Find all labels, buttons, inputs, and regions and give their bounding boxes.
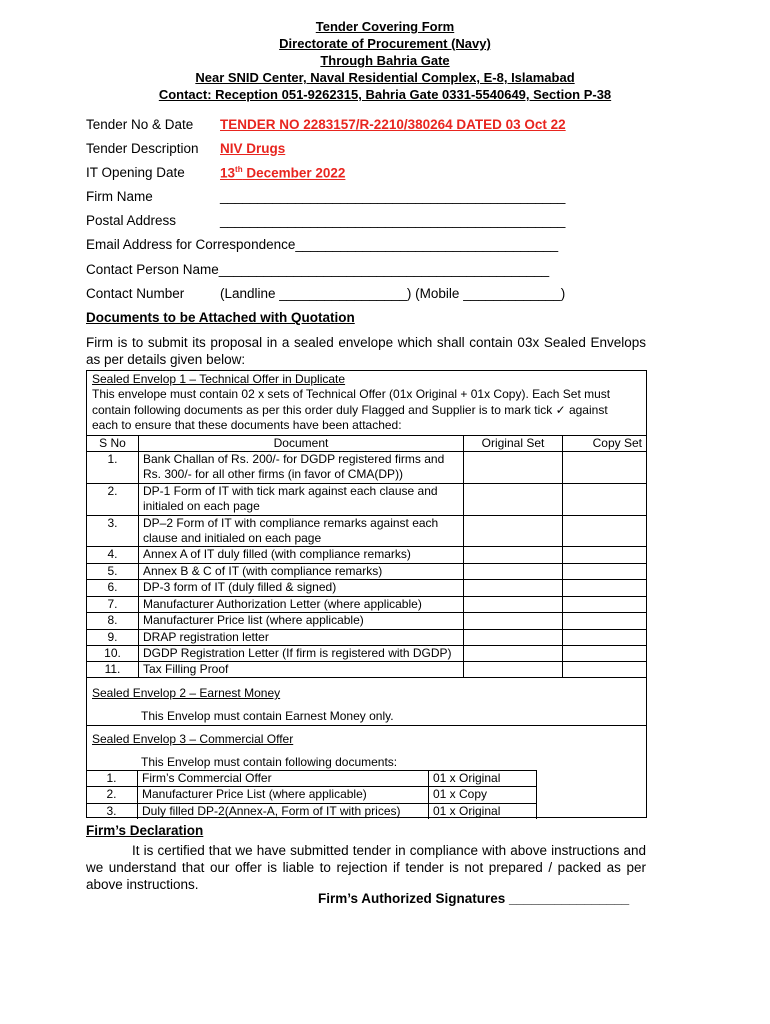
table-row: 8. Manufacturer Price list (where applicable) <box>87 613 646 629</box>
copy-check-cell[interactable] <box>563 645 647 661</box>
original-check-cell[interactable] <box>464 515 563 547</box>
table-row: 3. Duly filled DP-2(Annex-A, Form of IT with prices) 01 x Original <box>86 803 537 819</box>
envelop-3-box <box>86 725 647 818</box>
table-row: 2. DP-1 Form of IT with tick mark against each clause and initialed on each page <box>87 483 646 515</box>
contact-number-field[interactable]: (Landline _________________) (Mobile _____________) <box>220 286 566 301</box>
envelop-3-title: Sealed Envelop 3 – Commercial Offer <box>92 732 294 746</box>
directorate-line: Directorate of Procurement (Navy) <box>279 36 491 51</box>
table-row: 6. DP-3 form of IT (duly filled & signed) <box>87 580 646 596</box>
original-check-cell[interactable] <box>464 452 563 484</box>
col-copy-set: Copy Set <box>563 435 647 451</box>
col-document: Document <box>139 435 464 451</box>
copy-check-cell[interactable] <box>563 662 647 678</box>
copy-check-cell[interactable] <box>563 515 647 547</box>
original-check-cell[interactable] <box>464 629 563 645</box>
signature-line[interactable]: Firm’s Authorized Signatures ________________ <box>318 891 630 906</box>
opening-date-label: IT Opening Date <box>86 165 185 180</box>
envelop-2-text: This Envelop must contain Earnest Money only. <box>141 709 394 723</box>
form-title: Tender Covering Form <box>315 19 455 34</box>
table-row: 7. Manufacturer Authorization Letter (where applicable) <box>87 596 646 612</box>
table-row: 1. Firm’s Commercial Offer 01 x Original <box>86 771 537 787</box>
opening-date-value: 13th December 2022 <box>220 165 346 181</box>
tender-desc-label: Tender Description <box>86 141 199 156</box>
contact-number-label: Contact Number <box>86 286 185 301</box>
copy-check-cell[interactable] <box>563 483 647 515</box>
copy-check-cell[interactable] <box>563 563 647 579</box>
contact-person-field[interactable]: Contact Person Name____________________________________________ <box>86 262 550 277</box>
envelop-2-title: Sealed Envelop 2 – Earnest Money <box>92 686 281 700</box>
envelop-1-title: Sealed Envelop 1 – Technical Offer in Duplicate <box>92 372 346 386</box>
original-check-cell[interactable] <box>464 547 563 563</box>
commercial-docs-table <box>86 770 537 819</box>
declaration-text: It is certified that we have submitted tender in compliance with above instructions and we understand that our offer is liable to rejection if tender is not prepared / packed as per above instructions. <box>86 843 646 892</box>
original-check-cell[interactable] <box>464 613 563 629</box>
copy-check-cell[interactable] <box>563 547 647 563</box>
gate-line: Through Bahria Gate <box>320 53 450 68</box>
envelop-3-text: This Envelop must contain following documents: <box>141 755 398 769</box>
original-check-cell[interactable] <box>464 645 563 661</box>
envelop-1-box <box>86 370 647 678</box>
envelop-1-text-1: This envelope must contain 02 x sets of Technical Offer (01x Original + 01x Copy). Each Set must <box>92 387 611 402</box>
col-original-set: Original Set <box>464 435 563 451</box>
table-row: 10. DGDP Registration Letter (If firm is registered with DGDP) <box>87 645 646 661</box>
original-check-cell[interactable] <box>464 596 563 612</box>
postal-address-field[interactable]: ______________________________________________ <box>220 213 566 228</box>
table-row: 11. Tax Filling Proof <box>87 662 646 678</box>
postal-address-label: Postal Address <box>86 213 177 228</box>
email-field[interactable]: Email Address for Correspondence___________________________________ <box>86 237 559 252</box>
table-header-row <box>87 435 646 451</box>
table-row: 4. Annex A of IT duly filled (with compliance remarks) <box>87 547 646 563</box>
tender-no-value: TENDER NO 2283157/R-2210/380264 DATED 03 Oct 22 <box>220 117 566 132</box>
original-check-cell[interactable] <box>464 580 563 596</box>
table-row: 5. Annex B & C of IT (with compliance remarks) <box>87 563 646 579</box>
table-row: 2. Manufacturer Price List (where applicable) 01 x Copy <box>86 787 537 803</box>
copy-check-cell[interactable] <box>563 613 647 629</box>
envelop-2-box <box>86 677 647 726</box>
table-row: 1. Bank Challan of Rs. 200/- for DGDP registered firms and Rs. 300/- for all other firms (in favor of CMA(DP)) <box>87 452 646 484</box>
table-row: 3. DP–2 Form of IT with compliance remarks against each clause and initialed on each page <box>87 515 646 547</box>
firm-name-label: Firm Name <box>86 189 153 204</box>
documents-heading: Documents to be Attached with Quotation <box>86 310 355 325</box>
original-check-cell[interactable] <box>464 483 563 515</box>
declaration-heading: Firm’s Declaration <box>86 823 204 838</box>
table-row: 9. DRAP registration letter <box>87 629 646 645</box>
copy-check-cell[interactable] <box>563 629 647 645</box>
original-check-cell[interactable] <box>464 563 563 579</box>
copy-check-cell[interactable] <box>563 596 647 612</box>
original-check-cell[interactable] <box>464 662 563 678</box>
envelop-1-text-3: each to ensure that these documents have been attached: <box>92 418 402 433</box>
col-sno: S No <box>87 435 139 451</box>
form-header <box>0 18 770 103</box>
copy-check-cell[interactable] <box>563 580 647 596</box>
address-line: Near SNID Center, Naval Residential Complex, E-8, Islamabad <box>195 70 575 85</box>
envelop-1-text-2: contain following documents as per this order duly Flagged and Supplier is to mark tick ✓ against <box>92 402 608 417</box>
copy-check-cell[interactable] <box>563 452 647 484</box>
tender-no-label: Tender No & Date <box>86 117 194 132</box>
documents-intro: Firm is to submit its proposal in a sealed envelope which shall contain 03x Sealed Envelops as per details given below: <box>86 335 646 367</box>
contact-line: Contact: Reception 051-9262315, Bahria Gate 0331-5540649, Section P-38 <box>158 87 612 102</box>
documents-table <box>87 435 646 678</box>
tender-desc-value: NIV Drugs <box>220 141 286 156</box>
firm-name-field[interactable]: ______________________________________________ <box>220 189 566 204</box>
